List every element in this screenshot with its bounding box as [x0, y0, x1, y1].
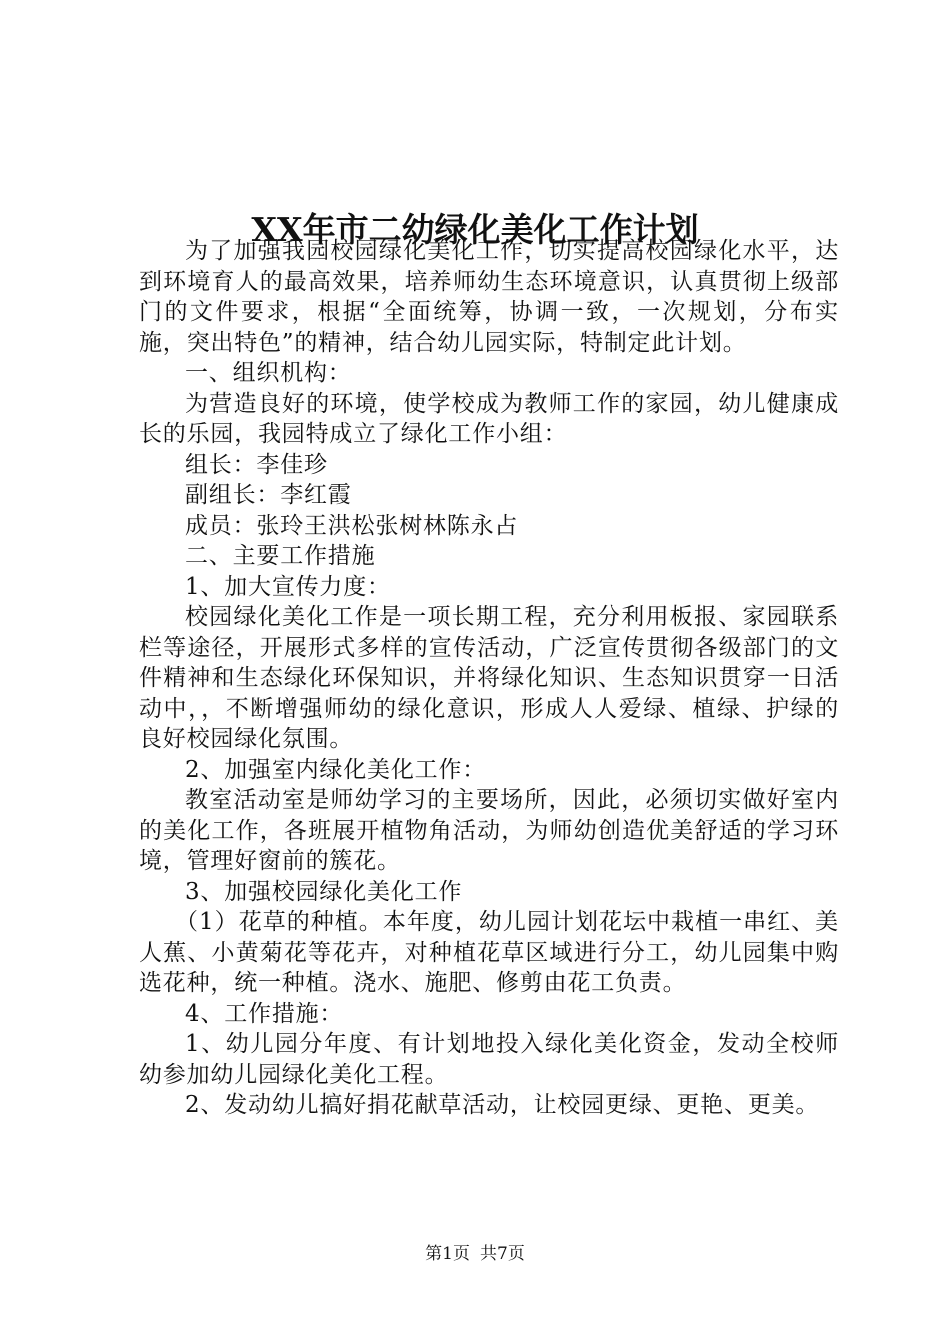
leader-line: 组长：李佳珍 — [185, 451, 328, 478]
subheading-publicity: 1、加大宣传力度： — [185, 573, 391, 600]
intro-paragraph: 为了加强我园校园绿化美化工作，切实提高校园绿化水平，达到环境育人的最高效果，培养师幼生态环境意识，认真贯彻上级部门的文件要求，根据“全面统筹，协调一致，一次规划，分布实施，突出特色”的精神，结合幼儿园实际，特制定此计划。 — [139, 238, 839, 356]
publicity-paragraph: 校园绿化美化工作是一项长期工程，充分利用板报、家园联系栏等途径，开展形式多样的宣传活动，广泛宣传贯彻各级部门的文件精神和生态绿化环保知识，并将绿化知识、生态知识贯穿一日活动中，，不断增强师幼的绿化意识，形成人人爱绿、植绿、护绿的良好校园绿化氛围。 — [139, 604, 839, 752]
page-footer — [0, 1243, 950, 1265]
page-total: 共7页 — [480, 1244, 525, 1264]
indoor-paragraph: 教室活动室是师幼学习的主要场所，因此，必须切实做好室内的美化工作，各班展开植物角活动，为师幼创造优美舒适的学习环境，管理好窗前的簇花。 — [139, 787, 839, 874]
section-heading-measures: 二、主要工作措施 — [185, 543, 376, 569]
document-title: XX年市二幼绿化美化工作计划 — [251, 210, 699, 250]
organization-paragraph: 为营造良好的环境，使学校成为教师工作的家园，幼儿健康成长的乐园，我园特成立了绿化工作小组： — [139, 390, 839, 447]
subheading-campus: 3、加强校园绿化美化工作 — [185, 878, 463, 905]
members-line: 成员：张玲王洪松张树林陈永占 — [185, 512, 519, 539]
measure-item-1: 1、幼儿园分年度、有计划地投入绿化美化资金，发动全校师幼参加幼儿园绿化美化工程。 — [139, 1031, 839, 1088]
measure-item-2: 2、发动幼儿搞好捐花献草活动，让校园更绿、更艳、更美。 — [185, 1092, 820, 1118]
planting-paragraph: （1）花草的种植。本年度，幼儿园计划花坛中栽植一串红、美人蕉、小黄菊花等花卉，对种植花草区域进行分工，幼儿园集中购选花种，统一种植。浇水、施肥、修剪由花工负责。 — [139, 909, 839, 996]
document-body — [139, 236, 839, 1121]
section-heading-organization: 一、组织机构： — [185, 360, 352, 386]
deputy-leader-line: 副组长：李红霞 — [185, 482, 352, 508]
page-number: 第1页 — [425, 1244, 470, 1264]
subheading-indoor: 2、加强室内绿化美化工作： — [185, 756, 487, 783]
subheading-work-measures: 4、工作措施： — [185, 1000, 344, 1027]
